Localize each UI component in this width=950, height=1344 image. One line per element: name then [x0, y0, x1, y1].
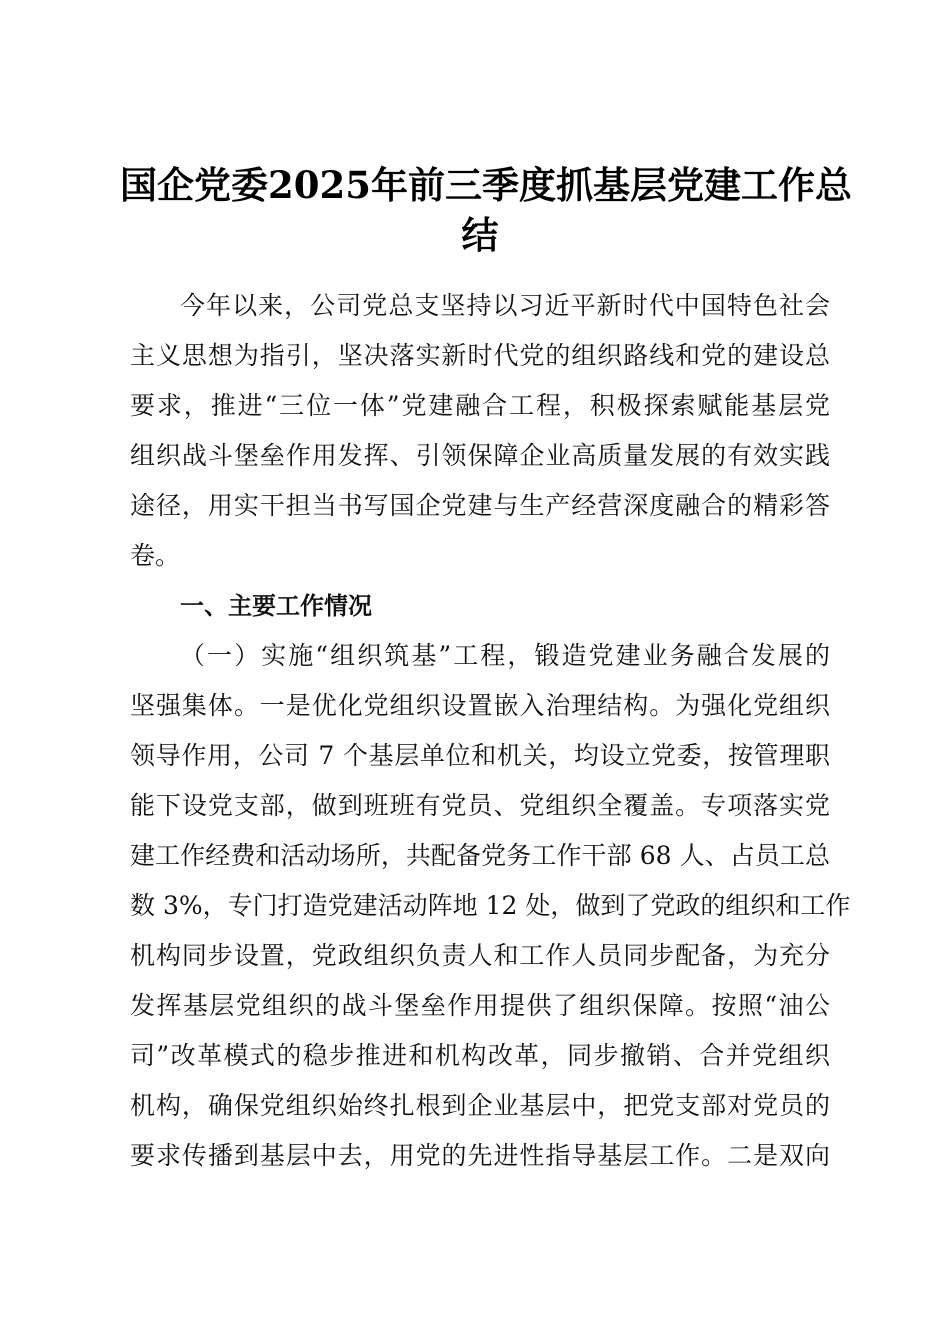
section-heading: 一、主要工作情况 — [180, 592, 372, 620]
section-paragraph-line: 建工作经费和活动场所，共配备党务工作干部 68 人、占员工总 — [130, 841, 830, 870]
intro-paragraph-line: 今年以来，公司党总支坚持以习近平新时代中国特色社会 — [180, 291, 830, 320]
section-paragraph-line: 发挥基层党组织的战斗堡垒作用提供了组织保障。按照“油公 — [130, 991, 830, 1020]
section-paragraph-line: 机构，确保党组织始终扎根到企业基层中，把党支部对党员的 — [130, 1091, 830, 1120]
intro-paragraph-line: 主义思想为指引，坚决落实新时代党的组织路线和党的建设总 — [130, 341, 830, 370]
intro-paragraph-line: 组织战斗堡垒作用发挥、引领保障企业高质量发展的有效实践 — [130, 441, 830, 470]
section-paragraph-line: 要求传播到基层中去，用党的先进性指导基层工作。二是双向 — [130, 1141, 830, 1170]
intro-paragraph-line: 途径，用实干担当书写国企党建与生产经营深度融合的精彩答 — [130, 491, 830, 520]
document-title-line-2: 结 — [461, 213, 499, 257]
intro-paragraph-line: 卷。 — [130, 541, 181, 570]
intro-paragraph-line: 要求，推进“三位一体”党建融合工程，积极探索赋能基层党 — [130, 391, 830, 420]
section-paragraph-line: 领导作用，公司 7 个基层单位和机关，均设立党委，按管理职 — [130, 741, 830, 770]
section-paragraph-line: 坚强集体。一是优化党组织设置嵌入治理结构。为强化党组织 — [130, 691, 830, 720]
section-paragraph-line: 数 3%，专门打造党建活动阵地 12 处，做到了党政的组织和工作 — [130, 891, 851, 920]
document-title-line-1: 国企党委2025年前三季度抓基层党建工作总 — [120, 163, 852, 207]
section-paragraph-line: 能下设党支部，做到班班有党员、党组织全覆盖。专项落实党 — [130, 791, 830, 820]
section-paragraph-line: 机构同步设置，党政组织负责人和工作人员同步配备，为充分 — [130, 941, 830, 970]
section-paragraph-line: （一）实施“组织筑基”工程，锻造党建业务融合发展的 — [180, 641, 830, 670]
section-paragraph-line: 司”改革模式的稳步推进和机构改革，同步撤销、合并党组织 — [130, 1041, 830, 1070]
